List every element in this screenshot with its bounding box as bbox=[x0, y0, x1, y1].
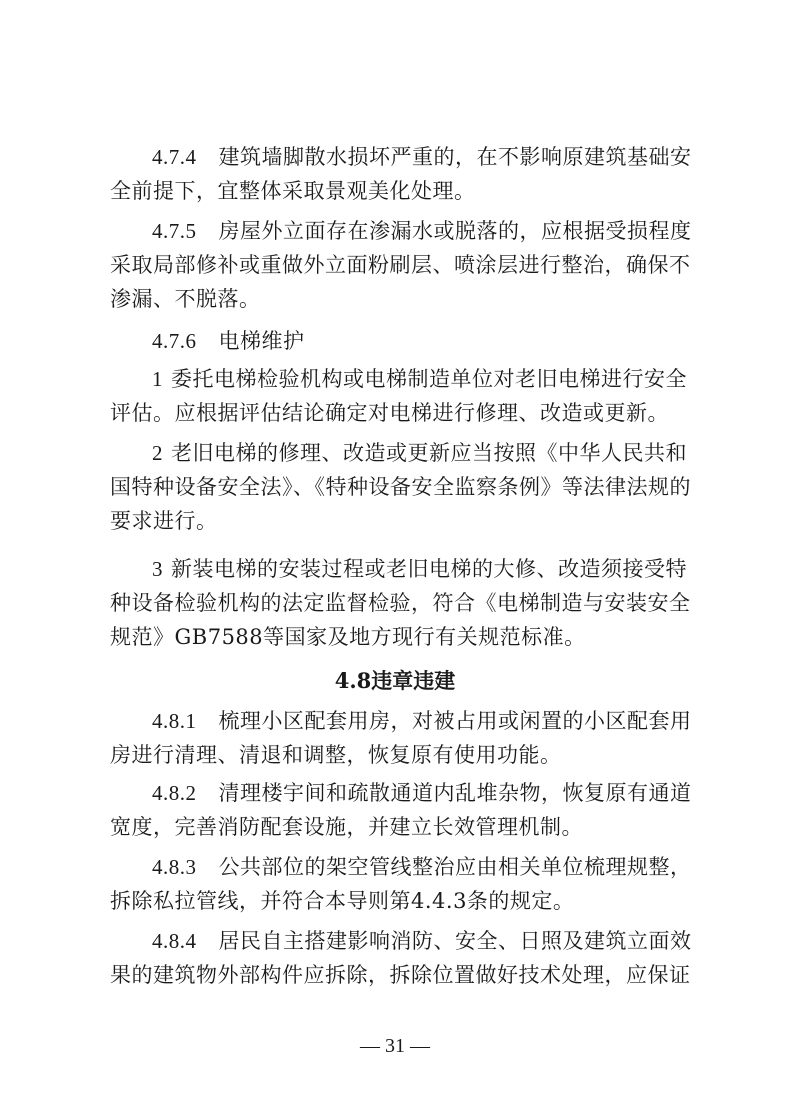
page-number: — 31 — bbox=[360, 1035, 430, 1057]
clause-number: 4.7.6 bbox=[152, 329, 197, 353]
paragraph-line: 规范》GB7588等国家及地方现行有关规范标准。 bbox=[110, 625, 586, 649]
paragraph-line: 评估。应根据评估结论确定对电梯进行修理、改造或更新。 bbox=[110, 401, 669, 425]
paragraph-line: 房屋外立面存在渗漏水或脱落的，应根据受损程度 bbox=[218, 219, 692, 243]
paragraph-line: 清理楼宇间和疏散通道内乱堆杂物，恢复原有通道 bbox=[218, 781, 692, 805]
paragraph-line: 梳理小区配套用房，对被占用或闲置的小区配套用 bbox=[218, 709, 692, 733]
paragraph-4-8-4 bbox=[110, 924, 690, 992]
paragraph-4-8-2 bbox=[110, 776, 690, 844]
paragraph-line: 渗漏、不脱落。 bbox=[110, 287, 261, 311]
paragraph-line: 委托电梯检验机构或电梯制造单位对老旧电梯进行安全 bbox=[171, 367, 687, 391]
paragraph-4-8-1 bbox=[110, 704, 690, 772]
section-heading: 4.8违章违建 bbox=[334, 668, 456, 693]
paragraph-line: 居民自主搭建影响消防、安全、日照及建筑立面效 bbox=[218, 929, 692, 953]
list-item-3 bbox=[110, 552, 690, 654]
item-number: 1 bbox=[152, 367, 163, 391]
paragraph-4-7-4 bbox=[110, 140, 690, 208]
paragraph-line: 拆除私拉管线，并符合本导则第4.4.3条的规定。 bbox=[110, 889, 575, 913]
paragraph-line: 新装电梯的安装过程或老旧电梯的大修、改造须接受特 bbox=[171, 557, 687, 581]
paragraph-line: 电梯维护 bbox=[218, 329, 305, 353]
paragraph-line: 房进行清理、清退和调整，恢复原有使用功能。 bbox=[110, 743, 562, 767]
paragraph-line: 果的建筑物外部构件应拆除，拆除位置做好技术处理，应保证 bbox=[110, 963, 691, 987]
item-number: 2 bbox=[152, 441, 163, 465]
paragraph-line: 老旧电梯的修理、改造或更新应当按照《中华人民共和 bbox=[171, 441, 687, 465]
paragraph-4-7-6 bbox=[110, 324, 690, 358]
clause-number: 4.8.1 bbox=[152, 709, 197, 733]
paragraph-line: 全前提下，宜整体采取景观美化处理。 bbox=[110, 179, 476, 203]
paragraph-4-8-3 bbox=[110, 850, 690, 918]
clause-number: 4.8.2 bbox=[152, 781, 197, 805]
paragraph-4-7-5 bbox=[110, 214, 690, 316]
list-item-2 bbox=[110, 436, 690, 538]
clause-number: 4.8.3 bbox=[152, 855, 197, 879]
item-number: 3 bbox=[152, 557, 163, 581]
clause-number: 4.8.4 bbox=[152, 929, 197, 953]
clause-number: 4.7.5 bbox=[152, 219, 197, 243]
clause-number: 4.7.4 bbox=[152, 145, 197, 169]
list-item-1 bbox=[110, 362, 690, 430]
paragraph-line: 建筑墙脚散水损坏严重的，在不影响原建筑基础安 bbox=[218, 145, 692, 169]
paragraph-line: 公共部位的架空管线整治应由相关单位梳理规整， bbox=[218, 855, 692, 879]
paragraph-line: 宽度，完善消防配套设施，并建立长效管理机制。 bbox=[110, 815, 583, 839]
paragraph-line: 要求进行。 bbox=[110, 509, 218, 533]
paragraph-line: 种设备检验机构的法定监督检验，符合《电梯制造与安装安全 bbox=[110, 591, 691, 615]
paragraph-line: 采取局部修补或重做外立面粉刷层、喷涂层进行整治，确保不 bbox=[110, 253, 691, 277]
paragraph-line: 国特种设备安全法》、《特种设备安全监察条例》等法律法规的 bbox=[110, 475, 691, 499]
